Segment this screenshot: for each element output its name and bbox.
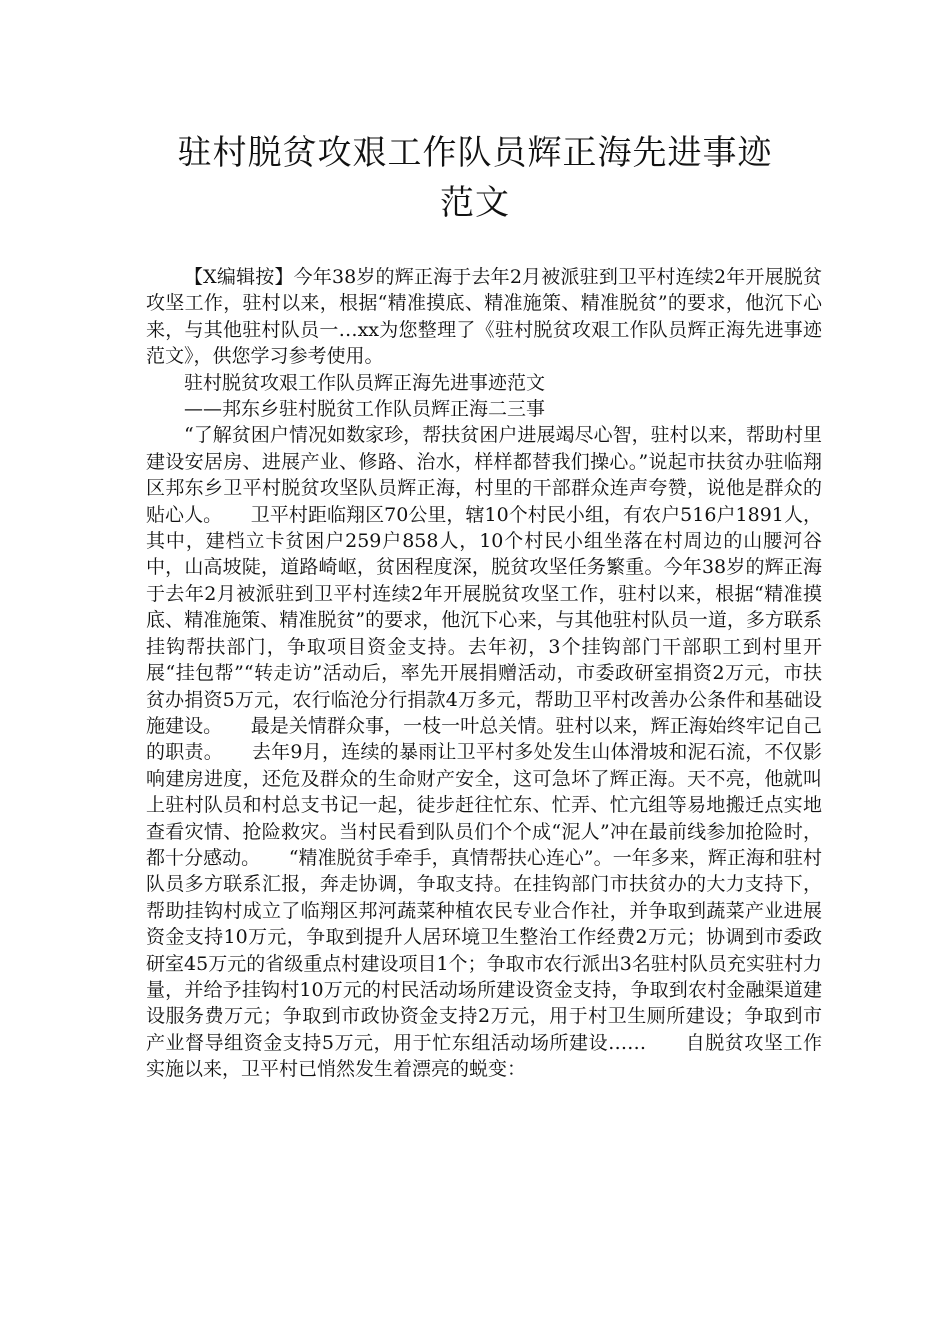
title-line-2: 范文: [440, 183, 510, 223]
article-subtitle: 驻村脱贫攻艰工作队员辉正海先进事迹范文: [184, 371, 546, 394]
title-line-1: 驻村脱贫攻艰工作队员辉正海先进事迹: [177, 133, 773, 173]
document-body: [146, 264, 822, 1083]
article-main-text: “了解贫困户情况如数家珍，帮扶贫困户进展竭尽心智，驻村以来，帮助村里建设安居房、进展产业、修路、治水，样样都替我们操心。”说起市扶贫办驻临翔区邦东乡卫平村脱贫攻坚队员辉正海，村里的干部群众连声夸赞，说他是群众的贴心人。 卫平村距临翔区70公里，辖10个村民小组，有农户516户1891人，其中，建档立卡贫困户259户858人，10个村民小组坐落在村周边的山腰河谷中，山高坡陡，道路崎岖，贫困程度深，脱贫攻坚任务繁重。今年38岁的辉正海于去年2月被派驻到卫平村连续2年开展脱贫攻坚工作，驻村以来，根据“精准摸底、精准施策、精准脱贫”的要求，他沉下心来，与其他驻村队员一道，多方联系挂钩帮扶部门，争取项目资金支持。去年初，3个挂钩部门干部职工到村里开展“挂包帮”“转走访”活动后，率先开展捐赠活动，市委政研室捐资2万元，市扶贫办捐资5万元，农行临沧分行捐款4万多元，帮助卫平村改善办公条件和基础设施建设。 最是关情群众事，一枝一叶总关情。驻村以来，辉正海始终牢记自己的职责。 去年9月，连续的暴雨让卫平村多处发生山体滑坡和泥石流，不仅影响建房进度，还危及群众的生命财产安全，这可急坏了辉正海。天不亮，他就叫上驻村队员和村总支书记一起，徒步赶往忙东、忙弄、忙亢组等易地搬迁点实地查看灾情、抢险救灾。当村民看到队员们个个成“泥人”冲在最前线参加抢险时，都十分感动。 “精准脱贫手牵手，真情帮扶心连心”。一年多来，辉正海和驻村队员多方联系汇报，奔走协调，争取支持。在挂钩部门市扶贫办的大力支持下，帮助挂钩村成立了临翔区邦河蔬菜种植农民专业合作社，并争取到蔬菜产业进展资金支持10万元，争取到提升人居环境卫生整治工作经费2万元；协调到市委政研室45万元的省级重点村建设项目1个；争取市农行派出3名驻村队员充实驻村力量，并给予挂钩村10万元的村民活动场所建设资金支持，争取到农村金融渠道建设服务费万元；争取到市政协资金支持2万元，用于村卫生厕所建设；争取到市产业督导组资金支持5万元，用于忙东组活动场所建设…… 自脱贫攻坚工作实施以来，卫平村已悄然发生着漂亮的蜕变：: [146, 424, 822, 1081]
article-byline: ——邦东乡驻村脱贫工作队员辉正海二三事: [184, 398, 546, 421]
editor-note-paragraph: 【X编辑按】今年38岁的辉正海于去年2月被派驻到卫平村连续2年开展脱贫攻坚工作，驻村以来，根据“精准摸底、精准施策、精准脱贫”的要求，他沉下心来，与其他驻村队员一…xx为您整理了《驻村脱贫攻艰工作队员辉正海先进事迹范文》，供您学习参考使用。: [146, 266, 822, 368]
document-title: [140, 128, 810, 228]
